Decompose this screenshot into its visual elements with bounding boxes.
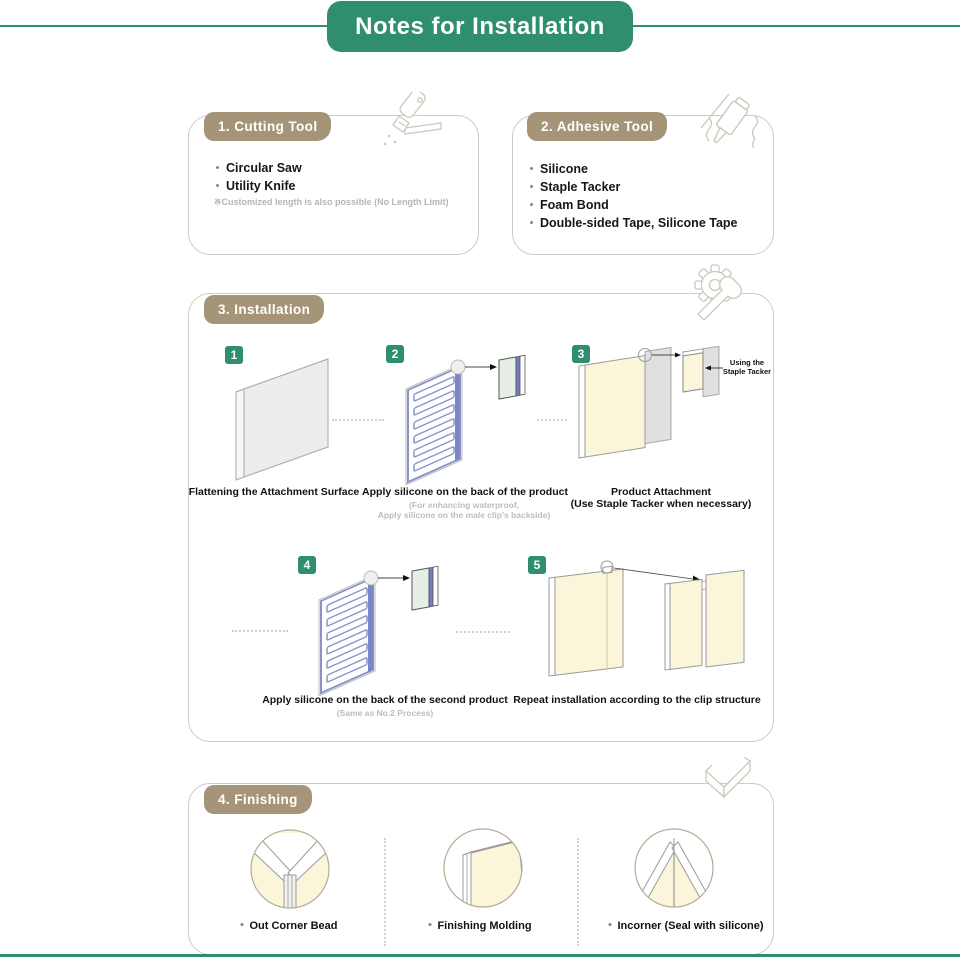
step-badge-1: 1 (225, 346, 243, 364)
adhesive-item-text: Double-sided Tape, Silicone Tape (540, 216, 738, 230)
step-badge-2: 2 (386, 345, 404, 363)
adhesive-tool-label (527, 112, 667, 141)
bullet-icon (530, 221, 533, 224)
annotation-line: Using the (729, 358, 765, 367)
finishing-caption (608, 920, 763, 932)
bullet-icon (530, 203, 533, 206)
bullet-icon (428, 923, 431, 926)
page-title (327, 1, 633, 52)
installation-label-text: 3. Installation (218, 302, 311, 317)
dotted-separator (577, 838, 579, 946)
staple-tacker-annotation (721, 358, 773, 376)
finishing-label (204, 785, 312, 814)
cutting-note: ※Customized length is also possible (No Length Limit) (214, 197, 449, 207)
finishing-caption-text: Finishing Molding (437, 920, 532, 932)
step-badge-3: 3 (572, 345, 590, 363)
installation-label (204, 295, 324, 324)
step-badge-4: 4 (298, 556, 316, 574)
step-3-diagram (575, 346, 725, 486)
step-badge-5: 5 (528, 556, 546, 574)
list-item (216, 179, 295, 193)
finishing-caption (240, 920, 337, 932)
page-title-text: Notes for Installation (355, 12, 605, 40)
step-4-diagram (305, 561, 445, 696)
finishing-caption-text: Incorner (Seal with silicone) (617, 920, 764, 932)
dotted-separator (384, 838, 386, 946)
silicone-gun-icon (695, 88, 765, 154)
cutting-tool-label (204, 112, 331, 141)
step-1-diagram (228, 348, 338, 488)
step-caption: Apply silicone on the back of the second product (262, 694, 508, 706)
cutting-item-text: Circular Saw (226, 161, 302, 175)
step-subcaption: (Same as No.2 Process) (336, 708, 434, 718)
bullet-icon (216, 166, 219, 169)
step-subcaption: Apply silicone on the male clip's backside) (377, 510, 551, 520)
finishing-caption-text: Out Corner Bead (249, 920, 338, 932)
bullet-icon (530, 185, 533, 188)
step-caption: Apply silicone on the back of the product (362, 486, 568, 498)
dotted-separator (232, 630, 288, 632)
out-corner-bead-diagram (248, 827, 332, 911)
magnifier-circle (451, 360, 465, 374)
bottom-rule (0, 954, 960, 957)
list-item (530, 216, 738, 230)
step-caption: Product Attachment (611, 486, 711, 498)
dotted-separator (332, 419, 384, 421)
bullet-icon (216, 184, 219, 187)
adhesive-tool-label-text: 2. Adhesive Tool (541, 119, 654, 134)
adhesive-item-text: Staple Tacker (540, 180, 621, 194)
bullet-icon (240, 923, 243, 926)
annotation-line: Staple Tacker (722, 367, 772, 376)
adhesive-item-text: Foam Bond (540, 198, 609, 212)
incorner-diagram (632, 826, 716, 910)
finishing-caption (428, 920, 531, 932)
step-subcaption: (For enhancing waterproof, (408, 500, 520, 510)
step-2-diagram (392, 350, 532, 485)
step-caption: Flattening the Attachment Surface (188, 486, 360, 498)
list-item (216, 161, 302, 175)
step-5-diagram (543, 558, 753, 693)
list-item (530, 162, 588, 176)
gear-wrench-icon (690, 262, 754, 326)
finishing-molding-diagram (441, 826, 525, 910)
magnifier-circle (364, 571, 378, 585)
cutting-tool-label-text: 1. Cutting Tool (218, 119, 318, 134)
list-item (530, 180, 620, 194)
step-caption: (Use Staple Tacker when necessary) (570, 498, 752, 510)
step-caption: Repeat installation according to the clip structure (513, 694, 761, 706)
cutting-item-text: Utility Knife (226, 179, 296, 193)
dotted-separator (537, 419, 567, 421)
corner-molding-icon (700, 757, 756, 813)
arrow-icon (403, 575, 410, 581)
adhesive-item-text: Silicone (540, 162, 588, 176)
bullet-icon (530, 167, 533, 170)
list-item (530, 198, 609, 212)
finishing-label-text: 4. Finishing (218, 792, 298, 807)
arrow-icon (675, 353, 681, 358)
utility-knife-icon (375, 92, 443, 150)
arrow-icon (490, 364, 497, 370)
bullet-icon (608, 923, 611, 926)
dotted-separator (456, 631, 510, 633)
